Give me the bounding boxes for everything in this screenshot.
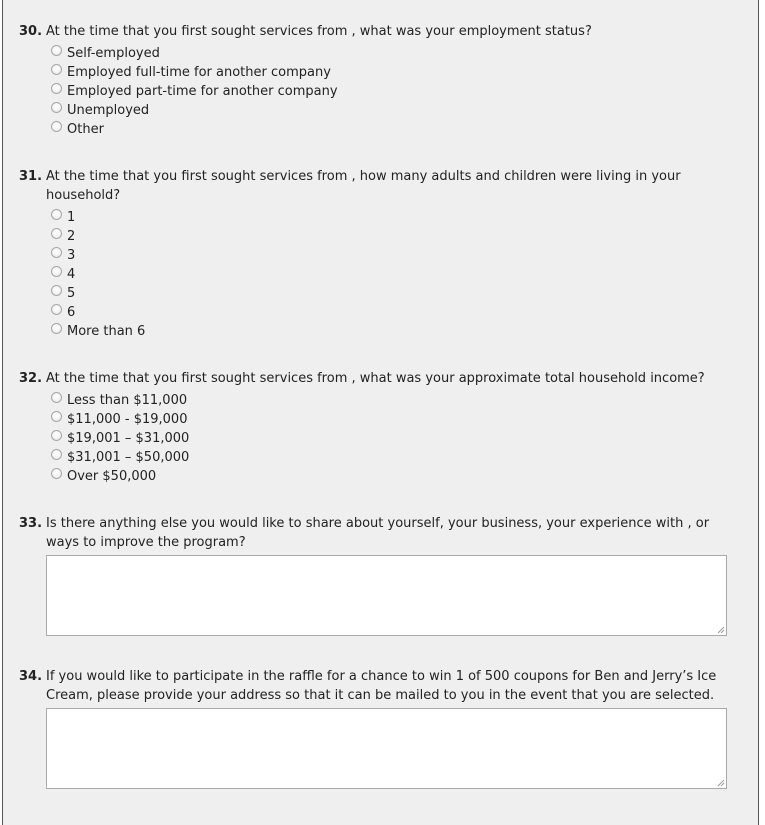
radio-button[interactable] [51,121,62,132]
survey-form [2,0,759,825]
resize-grip-icon[interactable] [717,779,725,787]
option-other[interactable] [51,120,745,139]
option-self-employed[interactable] [51,44,745,63]
question-text: If you would like to participate in the raffle for a chance to win 1 of 500 coupons for Ben and Jerry’s Ice Cream, please provide your address so that it can be mailed to you in the event that you are selected. [46,669,717,703]
mailing-address-textarea[interactable] [46,708,727,789]
option-11000-19000[interactable] [51,410,745,429]
option-label: Less than $11,000 [67,393,188,408]
question-number: 30. [19,24,43,39]
question-number: 33. [19,516,43,531]
option-label: 6 [67,305,76,320]
option-label: $11,000 - $19,000 [67,412,188,427]
question-text: At the time that you first sought services from , what was your employment status? [46,24,592,39]
radio-button[interactable] [51,266,62,277]
radio-button[interactable] [51,83,62,94]
radio-button[interactable] [51,64,62,75]
additional-comments-textarea[interactable] [46,555,727,636]
radio-button[interactable] [51,323,62,334]
question-text: At the time that you first sought services from , how many adults and children were living in your household? [46,169,681,203]
option-label: Employed full-time for another company [67,65,331,80]
radio-button[interactable] [51,411,62,422]
radio-button[interactable] [51,392,62,403]
option-label: Other [67,122,104,137]
option-4[interactable] [51,265,745,284]
question-33 [19,514,745,636]
option-employed-part-time[interactable] [51,82,745,101]
household-size-options [19,208,745,341]
option-label: Employed part-time for another company [67,84,338,99]
question-number: 32. [19,371,43,386]
radio-button[interactable] [51,449,62,460]
question-header [19,514,745,552]
question-32 [19,369,745,486]
option-more-than-6[interactable] [51,322,745,341]
radio-button[interactable] [51,468,62,479]
option-employed-full-time[interactable] [51,63,745,82]
radio-button[interactable] [51,102,62,113]
option-unemployed[interactable] [51,101,745,120]
question-text: At the time that you first sought services from , what was your approximate total household income? [46,371,705,386]
option-label: 2 [67,229,76,244]
radio-button[interactable] [51,209,62,220]
radio-button[interactable] [51,247,62,258]
option-label: 5 [67,286,76,301]
question-header [19,22,745,41]
option-5[interactable] [51,284,745,303]
question-header [19,369,745,388]
radio-button[interactable] [51,304,62,315]
question-30 [19,22,745,139]
resize-grip-icon[interactable] [717,626,725,634]
household-income-options [19,391,745,486]
option-label: $31,001 – $50,000 [67,450,190,465]
option-label: 1 [67,210,76,225]
option-label: $19,001 – $31,000 [67,431,190,446]
radio-button[interactable] [51,430,62,441]
question-34 [19,667,745,789]
option-label: 3 [67,248,76,263]
question-header [19,167,745,205]
option-label: More than 6 [67,324,146,339]
option-label: Over $50,000 [67,469,157,484]
radio-button[interactable] [51,285,62,296]
option-3[interactable] [51,246,745,265]
option-less-than-11000[interactable] [51,391,745,410]
option-19001-31000[interactable] [51,429,745,448]
question-number: 31. [19,169,43,184]
option-label: Self-employed [67,46,160,61]
question-31 [19,167,745,341]
option-label: 4 [67,267,76,282]
option-6[interactable] [51,303,745,322]
question-number: 34. [19,669,43,684]
option-over-50000[interactable] [51,467,745,486]
question-text: Is there anything else you would like to share about yourself, your business, your experience with , or ways to improve the program? [46,516,710,550]
question-header [19,667,745,705]
radio-button[interactable] [51,228,62,239]
radio-button[interactable] [51,45,62,56]
option-2[interactable] [51,227,745,246]
option-31001-50000[interactable] [51,448,745,467]
option-label: Unemployed [67,103,150,118]
employment-status-options [19,44,745,139]
option-1[interactable] [51,208,745,227]
